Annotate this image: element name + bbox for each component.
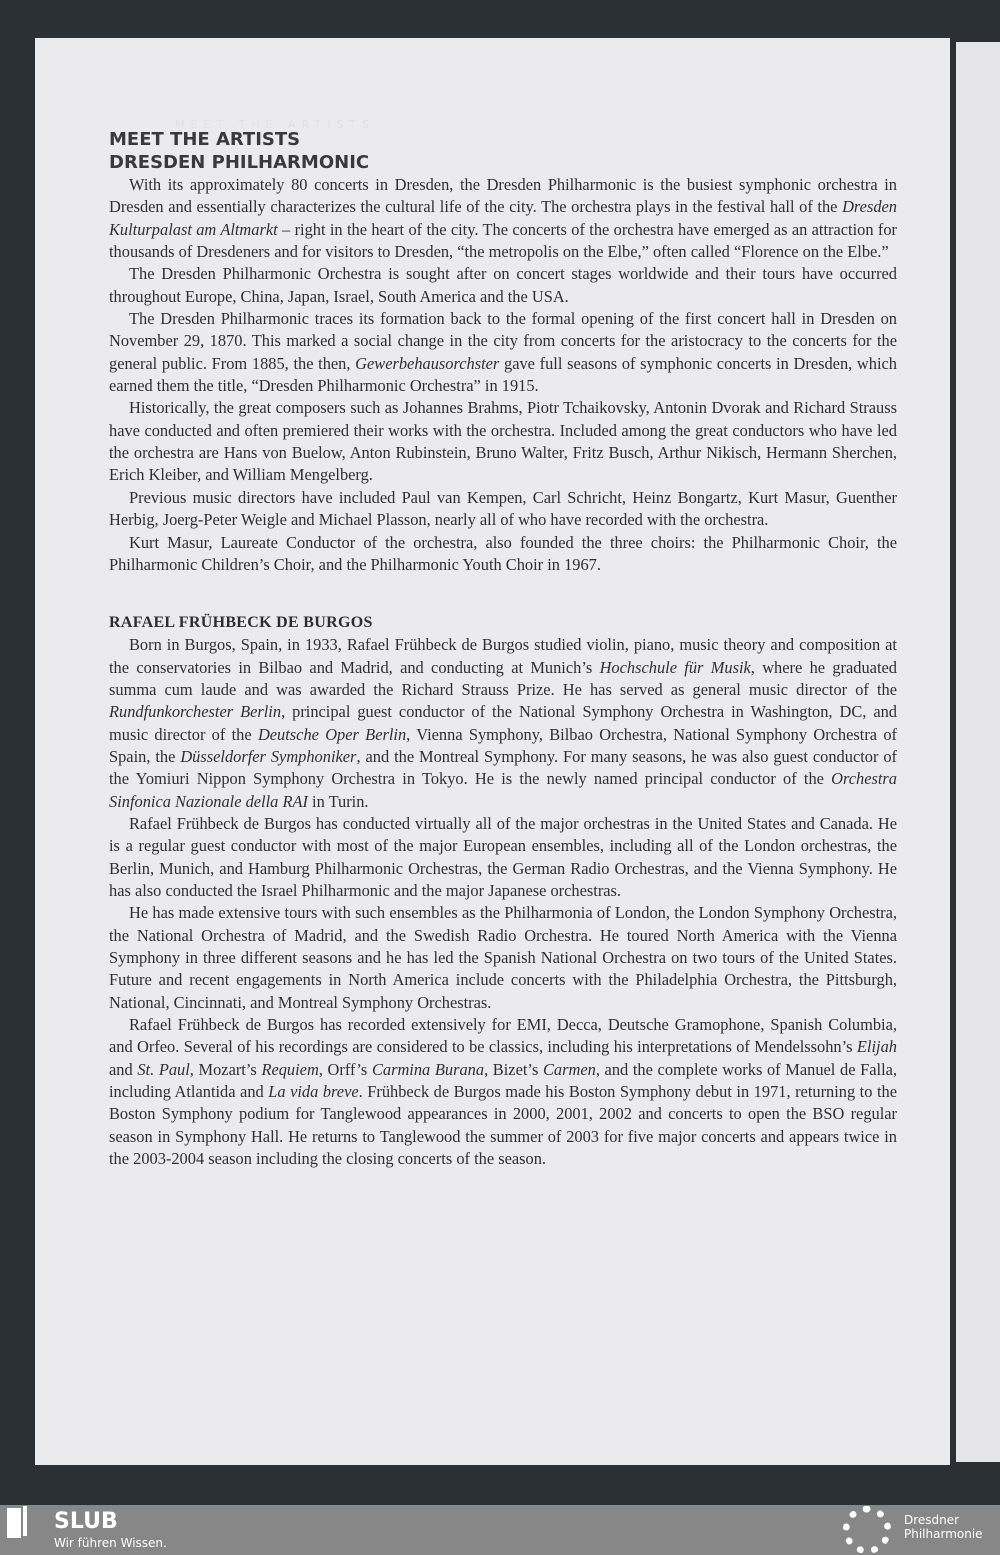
- text-run: , Vienna Symphony, Bilbao Orchestra, National Symphony Orchestra of Spain, the: [109, 724, 897, 766]
- italic-title: Dresden Kulturpalast am Altmarkt: [109, 197, 897, 239]
- italic-title: St. Paul: [137, 1059, 190, 1079]
- dresdner-philharmonie-logo-icon: [843, 1506, 891, 1554]
- italic-title: Requiem: [261, 1059, 319, 1079]
- italic-title: Rundfunkorchester Berlin: [109, 702, 282, 722]
- text-run: , Bizet’s: [484, 1059, 543, 1079]
- paragraph: [109, 813, 897, 902]
- text-run: , Orff’s: [318, 1059, 372, 1079]
- partner-line-1: Dresdner: [904, 1513, 960, 1527]
- adjacent-page-edge: [956, 42, 1000, 1462]
- paragraph: [109, 487, 897, 532]
- text-run: Rafael Frühbeck de Burgos has conducted virtually all of the major orchestras in the United States and Canada. He is a regular guest conductor with most of the major European ensembles, including all of the London orchestras, the Berlin, Munich, and Hamburg Philharmonic Orchestras, the German Radio Orchestras, and the Vienna Symphony. He has also conducted the Israel Philharmonic and the major Japanese orchestras.: [109, 813, 897, 900]
- section: [109, 151, 897, 576]
- italic-title: Deutsche Oper Berlin: [257, 724, 407, 744]
- paragraph: [109, 397, 897, 486]
- section: [109, 612, 897, 1170]
- text-run: , and the Montreal Symphony. For many seasons, he was also guest conductor of the Yomiuri Nippon Symphony Orchestra in Tokyo. He is the newly named principal conductor of the: [109, 746, 898, 789]
- text-run: in Turin.: [307, 791, 369, 811]
- text-run: Born in Burgos, Spain, in 1933, Rafael Frühbeck de Burgos studied violin, piano, music theory and composition at the conservatories in Bilbao and Madrid, and conducting at Munich’s: [109, 635, 897, 677]
- italic-title: Carmen: [542, 1059, 596, 1079]
- section-heading: RAFAEL FRÜHBECK DE BURGOS: [109, 614, 373, 632]
- partner-name[interactable]: [904, 1513, 983, 1541]
- partner-line-2: Philharmonie: [904, 1527, 983, 1541]
- page-title: MEET THE ARTISTS: [109, 129, 301, 150]
- text-run: , Mozart’s: [189, 1059, 262, 1079]
- slub-name[interactable]: SLUB: [54, 1509, 118, 1534]
- text-run: Rafael Frühbeck de Burgos has recorded extensively for EMI, Decca, Deutsche Gramophone, Spanish Columbia, and Orfeo. Several of his recordings are considered to be classics, including his interpretations of Mendelssohn’s: [109, 1015, 897, 1057]
- paragraph: [109, 174, 897, 263]
- text-run: Kurt Masur, Laureate Conductor of the orchestra, also founded the three choirs: the Philharmonic Choir, the Philharmonic Children’s Choir, and the Philharmonic Youth Choir in 1967.: [109, 532, 897, 574]
- text-run: gave full seasons of symphonic concerts in Dresden, which earned them the title, “Dresden Philharmonic Orchestra” in 1915.: [109, 353, 897, 396]
- section-heading: DRESDEN PHILHARMONIC: [109, 152, 370, 173]
- italic-title: Düsseldorfer Symphoniker: [180, 746, 357, 766]
- slub-logo-icon: [7, 1508, 21, 1538]
- paragraph: [109, 308, 897, 397]
- italic-title: Orchestra Sinfonica Nazionale della RAI: [109, 769, 897, 811]
- paragraph: [109, 634, 897, 813]
- italic-title: Hochschule für Musik: [599, 657, 751, 677]
- italic-title: La vida breve: [268, 1082, 359, 1102]
- article: [109, 128, 897, 1170]
- text-run: , and the complete works of Manuel de Falla, including Atlantida and: [109, 1059, 897, 1102]
- paragraph: [109, 1014, 897, 1170]
- text-run: – right in the heart of the city. The concerts of the orchestra have emerged as an attraction for thousands of Dresdeners and for visitors to Dresden, “the metropolis on the Elbe,” often called “Florence on the Elbe.”: [109, 219, 897, 262]
- text-run: The Dresden Philharmonic Orchestra is sought after on concert stages worldwide and their tours have occurred throughout Europe, China, Japan, Israel, South America and the USA.: [109, 264, 897, 306]
- running-head-bleedthrough: MEET THE ARTISTS: [175, 118, 376, 131]
- text-run: The Dresden Philharmonic traces its formation back to the formal opening of the first concert hall in Dresden on November 29, 1870. This marked a social change in the city from concerts for the aristocracy to the concerts for the general public. From 1885, the then,: [109, 309, 897, 373]
- text-run: He has made extensive tours with such ensembles as the Philharmonia of London, the London Symphony Orchestra, the National Orchestra of Madrid, and the Swedish Radio Orchestra. He toured North America with the Vienna Symphony in three different seasons and he has led the Spanish National Orchestra on two tours of the United States. Future and recent engagements in North America include concerts with the Philadelphia Orchestra, the Pittsburgh, National, Cincinnati, and Montreal Symphony Orchestras.: [109, 903, 897, 1012]
- paragraph: [109, 532, 897, 577]
- text-run: With its approximately 80 concerts in Dresden, the Dresden Philharmonic is the busiest symphonic orchestra in Dresden and essentially characterizes the cultural life of the city. The orchestra plays in the festival hall of the: [109, 175, 897, 217]
- footer-bar: [0, 1505, 1000, 1555]
- text-run: and: [109, 1059, 138, 1079]
- italic-title: Elijah: [856, 1037, 897, 1057]
- slub-tagline: Wir führen Wissen.: [54, 1536, 167, 1550]
- text-run: , where he graduated summa cum laude and was awarded the Richard Strauss Prize. He has served as general music director of the: [109, 657, 897, 699]
- text-run: Previous music directors have included Paul van Kempen, Carl Schricht, Heinz Bongartz, Kurt Masur, Guenther Herbig, Joerg-Peter Weigle and Michael Plasson, nearly all of who have recorded with the orchestra.: [109, 487, 897, 530]
- text-run: Historically, the great composers such as Johannes Brahms, Piotr Tchaikovsky, Antonin Dvorak and Richard Strauss have conducted and often premiered their works with the orchestra. Included among the great conductors who have led the orchestra are Hans von Buelow, Anton Rubinstein, Bruno Walter, Fritz Busch, Arthur Nikisch, Hermann Sherchen, Erich Kleiber, and William Mengelberg.: [109, 398, 897, 485]
- italic-title: Carmina Burana: [371, 1059, 485, 1079]
- paragraph: [109, 902, 897, 1014]
- paragraph: [109, 263, 897, 308]
- text-run: . Frühbeck de Burgos made his Boston Symphony debut in 1971, returning to the Boston Symphony podium for Tanglewood appearances in 2000, 2001, 2002 and concerts to open the BSO regular season in Symphony Hall. He returns to Tanglewood the summer of 2003 for five major concerts and appears twice in the 2003-2004 season including the closing concerts of the season.: [109, 1082, 897, 1169]
- text-run: , principal guest conductor of the National Symphony Orchestra in Washington, DC, and music director of the: [109, 702, 898, 744]
- italic-title: Gewerbehausorchster: [355, 353, 500, 373]
